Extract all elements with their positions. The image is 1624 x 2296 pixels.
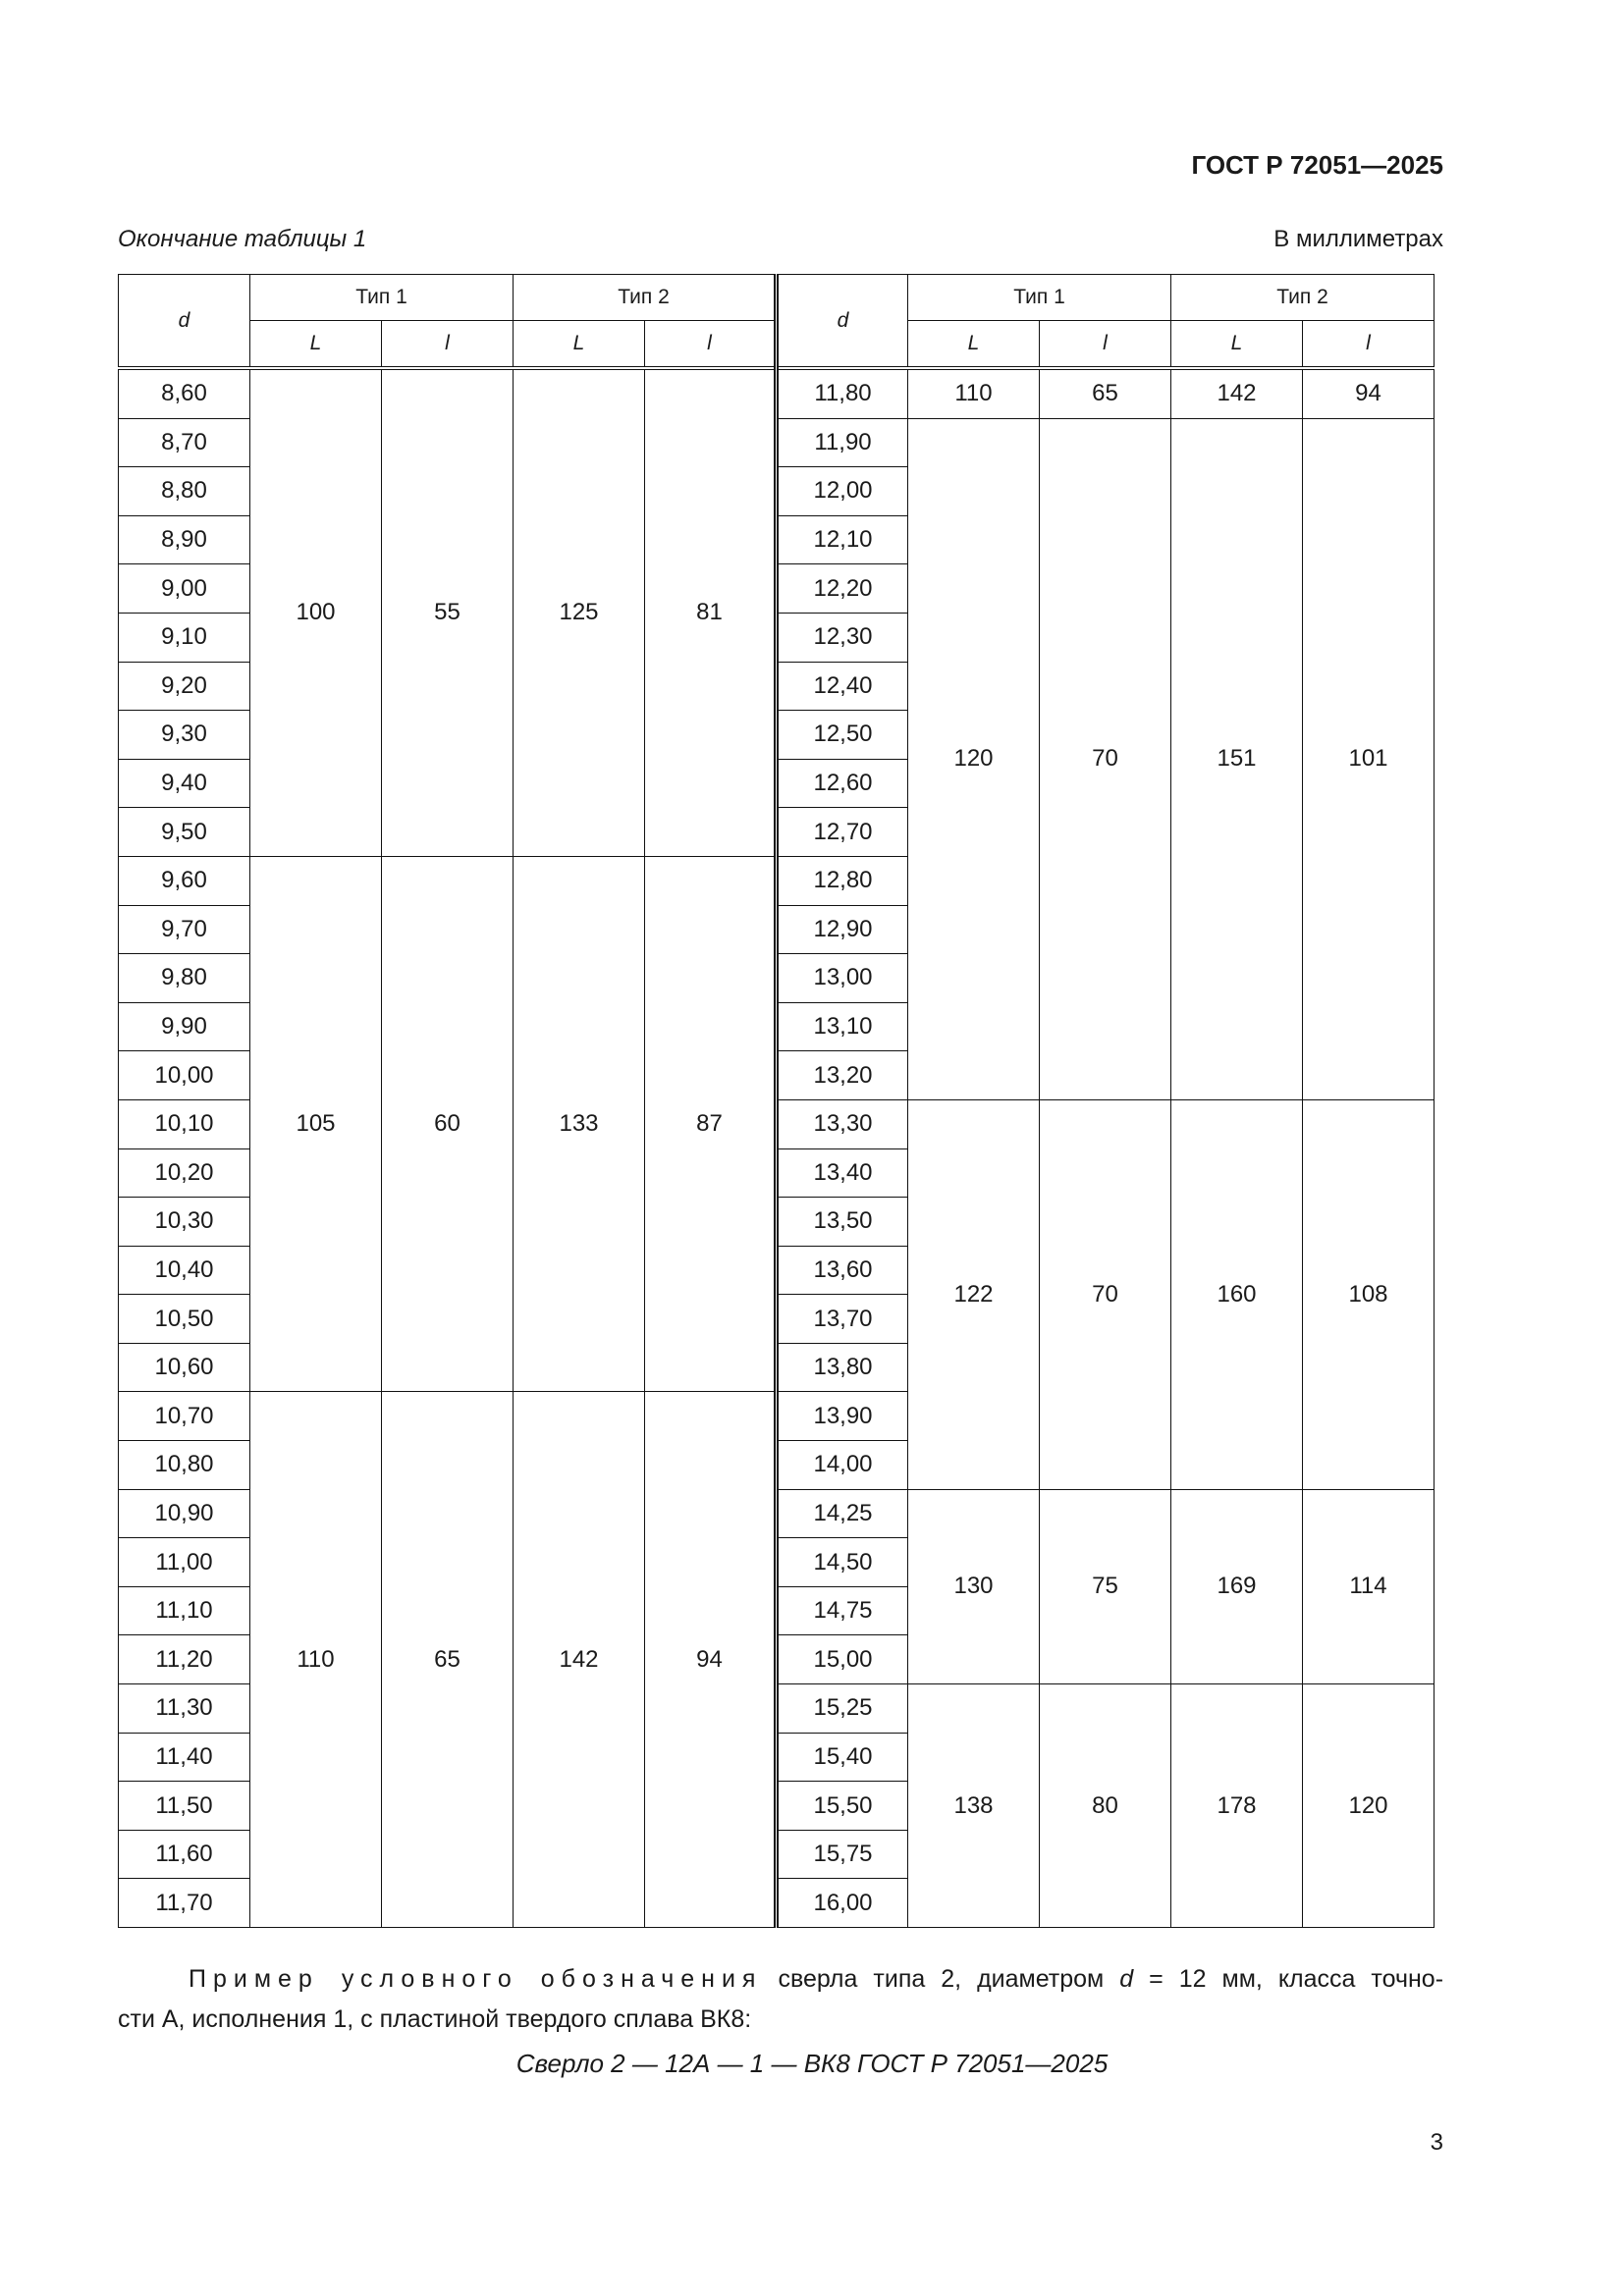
value-cell-t1-l: 105 (250, 856, 382, 1392)
diameter-cell: 13,60 (777, 1246, 908, 1295)
value-cell-t2-l: 87 (645, 856, 777, 1392)
diameter-cell: 12,60 (777, 759, 908, 808)
diameter-cell: 10,40 (119, 1246, 250, 1295)
value-cell-t1-l: 110 (908, 368, 1040, 418)
diameter-cell: 13,80 (777, 1343, 908, 1392)
header-l: l (382, 321, 514, 369)
diameter-cell: 15,75 (777, 1830, 908, 1879)
value-cell-t2-l: 160 (1171, 1099, 1303, 1489)
diameter-cell: 12,20 (777, 564, 908, 614)
diameter-cell: 14,75 (777, 1586, 908, 1635)
diameter-cell: 12,10 (777, 515, 908, 564)
diameter-cell: 11,00 (119, 1538, 250, 1587)
value-cell-t1-l: 120 (908, 418, 1040, 1099)
header-type1-right: Тип 1 (908, 275, 1171, 321)
diameter-cell: 11,30 (119, 1684, 250, 1734)
diameter-cell: 10,90 (119, 1489, 250, 1538)
header-type1-left: Тип 1 (250, 275, 514, 321)
header-l: l (1040, 321, 1171, 369)
value-cell-t1-l: 130 (908, 1489, 1040, 1683)
value-cell-t1-l: 70 (1040, 418, 1171, 1099)
header-l: l (645, 321, 777, 369)
header-type2-left: Тип 2 (514, 275, 777, 321)
value-cell-t2-l: 142 (1171, 368, 1303, 418)
diameter-cell: 8,60 (119, 368, 250, 418)
value-cell-t1-l: 80 (1040, 1684, 1171, 1928)
value-cell-t2-l: 114 (1303, 1489, 1435, 1683)
diameter-cell: 8,70 (119, 418, 250, 467)
note-d-symbol: d (1119, 1965, 1134, 1993)
diameter-cell: 9,60 (119, 856, 250, 905)
value-cell-t2-l: 142 (514, 1392, 645, 1928)
dimensions-table (118, 274, 1435, 1928)
designation-example: Сверло 2 — 12А — 1 — ВК8 ГОСТ Р 72051—2025 (515, 2049, 1109, 2078)
diameter-cell: 9,40 (119, 759, 250, 808)
header-d-left: d (119, 275, 250, 369)
header-L: L (250, 321, 382, 369)
diameter-cell: 14,50 (777, 1538, 908, 1587)
diameter-cell: 13,50 (777, 1198, 908, 1247)
diameter-cell: 15,25 (777, 1684, 908, 1734)
diameter-cell: 13,70 (777, 1295, 908, 1344)
diameter-cell: 10,70 (119, 1392, 250, 1441)
table-header-row (119, 275, 1435, 321)
diameter-cell: 15,40 (777, 1733, 908, 1782)
diameter-cell: 12,30 (777, 613, 908, 662)
diameter-cell: 9,10 (119, 613, 250, 662)
value-cell-t2-l: 125 (514, 368, 645, 856)
diameter-cell: 13,20 (777, 1051, 908, 1100)
diameter-cell: 13,00 (777, 954, 908, 1003)
page-number: 3 (1430, 2129, 1443, 2156)
value-cell-t2-l: 94 (645, 1392, 777, 1928)
note-text: = 12 мм, класса точно- (1133, 1965, 1444, 1993)
header-L: L (1171, 321, 1303, 369)
diameter-cell: 9,80 (119, 954, 250, 1003)
diameter-cell: 11,10 (119, 1586, 250, 1635)
diameter-cell: 10,30 (119, 1198, 250, 1247)
header-d-right: d (777, 275, 908, 369)
diameter-cell: 9,20 (119, 662, 250, 711)
designation-note (118, 1959, 1443, 2040)
value-cell-t2-l: 101 (1303, 418, 1435, 1099)
value-cell-t2-l: 178 (1171, 1684, 1303, 1928)
note-text: сверла типа 2, диаметром (762, 1965, 1120, 1993)
units-label: В миллиметрах (1273, 226, 1443, 252)
diameter-cell: 10,50 (119, 1295, 250, 1344)
value-cell-t2-l: 108 (1303, 1099, 1435, 1489)
diameter-cell: 12,80 (777, 856, 908, 905)
value-cell-t1-l: 100 (250, 368, 382, 856)
value-cell-t1-l: 75 (1040, 1489, 1171, 1683)
diameter-cell: 14,25 (777, 1489, 908, 1538)
diameter-cell: 15,50 (777, 1782, 908, 1831)
diameter-cell: 11,50 (119, 1782, 250, 1831)
diameter-cell: 11,90 (777, 418, 908, 467)
header-L: L (908, 321, 1040, 369)
diameter-cell: 13,10 (777, 1002, 908, 1051)
note-line-2: сти А, исполнения 1, с пластиной твердого сплава ВК8: (118, 2005, 752, 2033)
value-cell-t1-l: 65 (382, 1392, 514, 1928)
value-cell-t1-l: 138 (908, 1684, 1040, 1928)
diameter-cell: 13,30 (777, 1099, 908, 1148)
value-cell-t1-l: 65 (1040, 368, 1171, 418)
diameter-cell: 12,00 (777, 467, 908, 516)
diameter-cell: 11,70 (119, 1879, 250, 1928)
diameter-cell: 9,50 (119, 808, 250, 857)
diameter-cell: 13,90 (777, 1392, 908, 1441)
value-cell-t1-l: 110 (250, 1392, 382, 1928)
diameter-cell: 10,10 (119, 1099, 250, 1148)
diameter-cell: 8,80 (119, 467, 250, 516)
note-spaced-heading: Пример условного обозначения (189, 1965, 763, 1993)
diameter-cell: 9,30 (119, 711, 250, 760)
value-cell-t2-l: 169 (1171, 1489, 1303, 1683)
diameter-cell: 15,00 (777, 1635, 908, 1684)
diameter-cell: 14,00 (777, 1441, 908, 1490)
diameter-cell: 10,80 (119, 1441, 250, 1490)
value-cell-t1-l: 122 (908, 1099, 1040, 1489)
table-row (119, 368, 1435, 418)
diameter-cell: 11,80 (777, 368, 908, 418)
diameter-cell: 11,40 (119, 1733, 250, 1782)
value-cell-t1-l: 70 (1040, 1099, 1171, 1489)
diameter-cell: 10,00 (119, 1051, 250, 1100)
value-cell-t2-l: 81 (645, 368, 777, 856)
diameter-cell: 9,00 (119, 564, 250, 614)
diameter-cell: 11,60 (119, 1830, 250, 1879)
standard-number: ГОСТ Р 72051—2025 (1191, 150, 1443, 180)
diameter-cell: 16,00 (777, 1879, 908, 1928)
diameter-cell: 10,60 (119, 1343, 250, 1392)
diameter-cell: 13,40 (777, 1148, 908, 1198)
diameter-cell: 12,90 (777, 905, 908, 954)
diameter-cell: 12,50 (777, 711, 908, 760)
diameter-cell: 10,20 (119, 1148, 250, 1198)
header-type2-right: Тип 2 (1171, 275, 1435, 321)
table-caption: Окончание таблицы 1 (118, 226, 367, 252)
value-cell-t2-l: 133 (514, 856, 645, 1392)
header-L: L (514, 321, 645, 369)
value-cell-t1-l: 60 (382, 856, 514, 1392)
diameter-cell: 12,40 (777, 662, 908, 711)
diameter-cell: 12,70 (777, 808, 908, 857)
header-l: l (1303, 321, 1435, 369)
value-cell-t2-l: 94 (1303, 368, 1435, 418)
value-cell-t2-l: 151 (1171, 418, 1303, 1099)
diameter-cell: 9,90 (119, 1002, 250, 1051)
diameter-cell: 8,90 (119, 515, 250, 564)
diameter-cell: 11,20 (119, 1635, 250, 1684)
diameter-cell: 9,70 (119, 905, 250, 954)
value-cell-t1-l: 55 (382, 368, 514, 856)
value-cell-t2-l: 120 (1303, 1684, 1435, 1928)
